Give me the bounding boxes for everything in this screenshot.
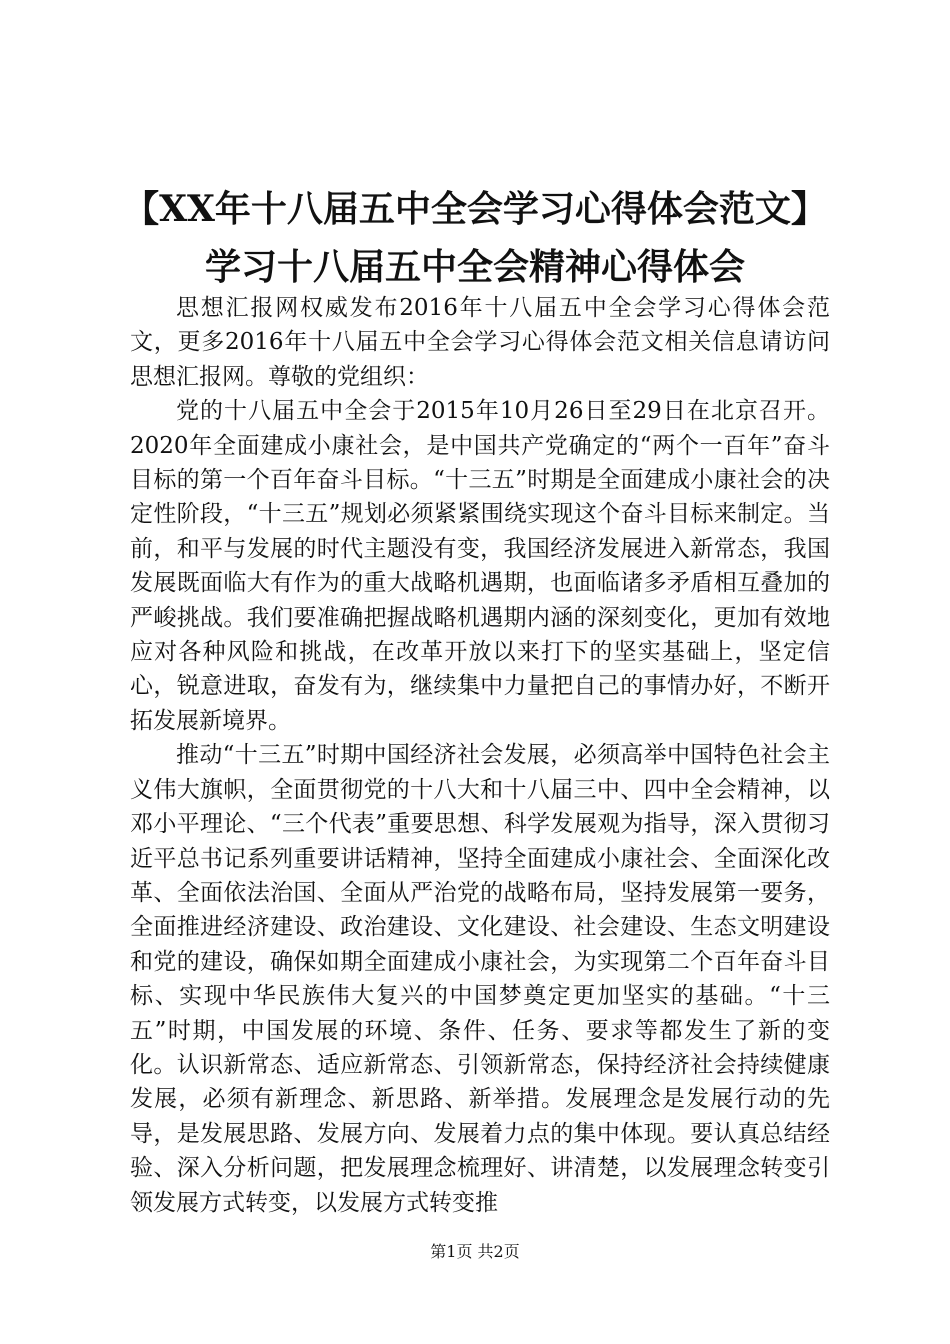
- page-number: 第1页 共2页: [430, 1242, 520, 1261]
- document-title: 【XX年十八届五中全会学习心得体会范文】: [123, 188, 827, 230]
- paragraph: 思想汇报网权威发布2016年十八届五中全会学习心得体会范文，更多2016年十八届五中全会学习心得体会范文相关信息请访问思想汇报网。尊敬的党组织：: [130, 295, 830, 390]
- paragraph: 党的十八届五中全会于2015年10月26日至29日在北京召开。2020年全面建成小康社会，是中国共产党确定的“两个一百年”奋斗目标的第一个百年奋斗目标。“十三五”时期是全面建成小康社会的决定性阶段，“十三五”规划必须紧紧围绕实现这个奋斗目标来制定。当前，和平与发展的时代主题没有变，我国经济发展进入新常态，我国发展既面临大有作为的重大战略机遇期，也面临诸多矛盾相互叠加的严峻挑战。我们要准确把握战略机遇期内涵的深刻变化，更加有效地应对各种风险和挑战，在改革开放以来打下的坚实基础上，坚定信心，锐意进取，奋发有为，继续集中力量把自己的事情办好，不断开拓发展新境界。: [130, 398, 830, 734]
- document-subtitle: 学习十八届五中全会精神心得体会: [204, 246, 745, 288]
- paragraph: 推动“十三五”时期中国经济社会发展，必须高举中国特色社会主义伟大旗帜，全面贯彻党的十八大和十八届三中、四中全会精神，以邓小平理论、“三个代表”重要思想、科学发展观为指导，深入贯彻习近平总书记系列重要讲话精神，坚持全面建成小康社会、全面深化改革、全面依法治国、全面从严治党的战略布局，坚持发展第一要务，全面推进经济建设、政治建设、文化建设、社会建设、生态文明建设和党的建设，确保如期全面建成小康社会，为实现第二个百年奋斗目标、实现中华民族伟大复兴的中国梦奠定更加坚实的基础。“十三五”时期，中国发展的环境、条件、任务、要求等都发生了新的变化。认识新常态、适应新常态、引领新常态，保持经济社会持续健康发展，必须有新理念、新思路、新举措。发展理念是发展行动的先导，是发展思路、发展方向、发展着力点的集中体现。要认真总结经验、深入分析问题，把发展理念梳理好、讲清楚，以发展理念转变引领发展方式转变，以发展方式转变推: [130, 742, 830, 1216]
- document-body: [130, 291, 830, 1220]
